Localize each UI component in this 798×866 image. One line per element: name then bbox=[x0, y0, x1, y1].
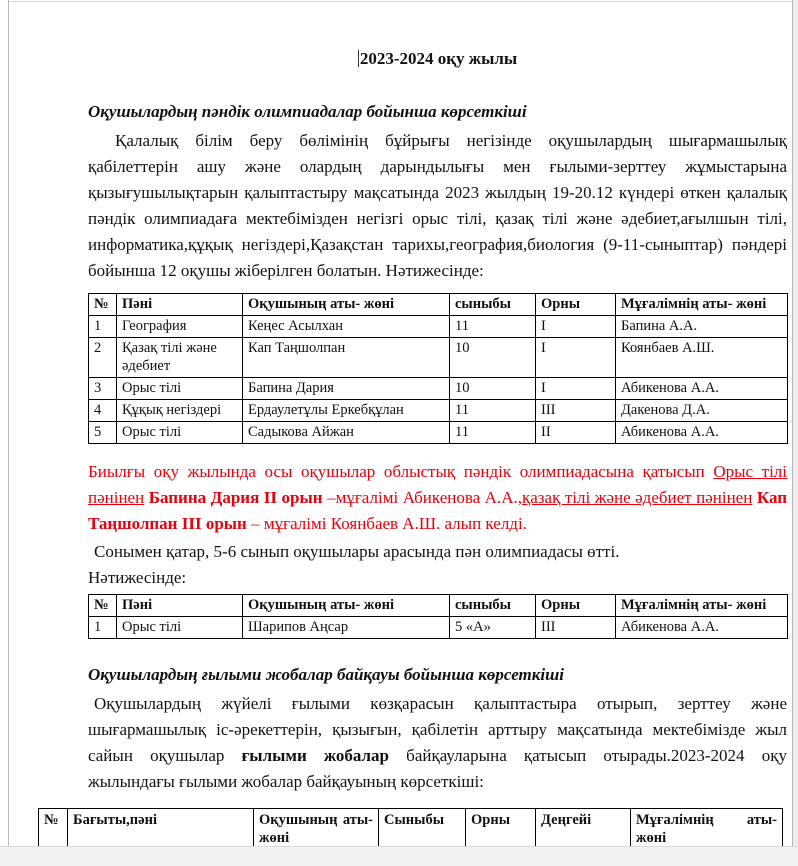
cell-teacher: Дакенова Д.А. bbox=[616, 400, 788, 422]
table-row bbox=[89, 400, 788, 422]
col-header-teacher: Мұғалімнің аты- жөні bbox=[616, 595, 788, 617]
col-header-number: № bbox=[89, 595, 117, 617]
cell-student: Ердаулетұлы Еркебқұлан bbox=[243, 400, 450, 422]
table-row bbox=[89, 316, 788, 338]
cell-teacher: Абикенова А.А. bbox=[616, 378, 788, 400]
table-row bbox=[89, 422, 788, 444]
cell-subject: Қазақ тілі және әдебиет bbox=[117, 338, 243, 378]
col-header-subject: Пәні bbox=[117, 595, 243, 617]
cell-place: III bbox=[536, 617, 616, 639]
cell-number: 3 bbox=[89, 378, 117, 400]
col-header-teacher: Мұғалімнің аты- жөні bbox=[616, 294, 788, 316]
col-header-student: Оқушының аты- жөні bbox=[243, 595, 450, 617]
table-row bbox=[89, 617, 788, 639]
page-border-right bbox=[792, 0, 793, 848]
document-content bbox=[88, 0, 787, 795]
cell-grade: 10 bbox=[450, 338, 536, 378]
cell-grade: 5 «А» bbox=[450, 617, 536, 639]
col-header-place: Орны bbox=[466, 809, 536, 854]
cell-teacher: Коянбаев А.Ш. bbox=[616, 338, 788, 378]
table-row bbox=[89, 338, 788, 378]
cell-number: 4 bbox=[89, 400, 117, 422]
cell-grade: 10 bbox=[450, 378, 536, 400]
col-header-number: № bbox=[39, 809, 68, 854]
cell-subject: Құқық негіздері bbox=[117, 400, 243, 422]
regional-olympiad-paragraph: Биылғы оқу жылында осы оқушылар облыстық пәндік олимпиадасына қатысып Орыс тілі пәнінен Бапина Дария II орын –мұғалімі Абикенова А.А.,қазақ тілі және әдебиет пәнінен Кап Таңшолпан III орын – мұғалімі Коянбаев А.Ш. алып келді. bbox=[88, 462, 788, 533]
col-header-place: Орны bbox=[536, 595, 616, 617]
table-header-row bbox=[89, 294, 788, 316]
junior-olympiad-table bbox=[88, 594, 788, 639]
cell-subject: Орыс тілі bbox=[117, 617, 243, 639]
followup-line1: Сонымен қатар, 5-6 сынып оқушылары арасында пән олимпиадасы өтті. bbox=[94, 542, 620, 561]
cell-grade: 11 bbox=[450, 422, 536, 444]
table-header-row bbox=[89, 595, 788, 617]
col-header-student: Оқушының аты-жөні bbox=[254, 809, 379, 854]
cell-number: 1 bbox=[89, 617, 117, 639]
cell-subject: Орыс тілі bbox=[117, 378, 243, 400]
cell-grade: 11 bbox=[450, 316, 536, 338]
col-header-grade: сыныбы bbox=[450, 595, 536, 617]
col-header-student: Оқушының аты- жөні bbox=[243, 294, 450, 316]
followup-line2: Нәтижесінде: bbox=[88, 568, 187, 587]
cell-teacher: Абикенова А.А. bbox=[616, 617, 788, 639]
document-title bbox=[88, 48, 787, 70]
col-header-level: Деңгейі bbox=[536, 809, 631, 854]
section2-heading: Оқушылардың ғылыми жобалар байқауы бойынша көрсеткіші bbox=[88, 665, 564, 684]
cell-student: Кеңес Асылхан bbox=[243, 316, 450, 338]
cell-place: II bbox=[536, 422, 616, 444]
col-header-number: № bbox=[89, 294, 117, 316]
col-header-direction: Бағыты,пәні bbox=[68, 809, 254, 854]
cell-teacher: Абикенова А.А. bbox=[616, 422, 788, 444]
col-header-grade: сыныбы bbox=[450, 294, 536, 316]
document-title-text: 2023-2024 оқу жылы bbox=[359, 49, 518, 68]
col-header-teacher: Мұғалімнің аты-жөні bbox=[631, 809, 783, 854]
cell-teacher: Бапина А.А. bbox=[616, 316, 788, 338]
cell-place: I bbox=[536, 316, 616, 338]
col-header-subject: Пәні bbox=[117, 294, 243, 316]
text-cursor bbox=[358, 50, 359, 67]
cell-place: III bbox=[536, 400, 616, 422]
table-row bbox=[89, 378, 788, 400]
cell-number: 5 bbox=[89, 422, 117, 444]
page-border-left bbox=[8, 0, 9, 848]
cell-subject: Орыс тілі bbox=[117, 422, 243, 444]
cell-student: Кап Таңшолпан bbox=[243, 338, 450, 378]
cell-subject: География bbox=[117, 316, 243, 338]
col-header-place: Орны bbox=[536, 294, 616, 316]
section1-heading: Оқушылардың пәндік олимпиадалар бойынша көрсеткіші bbox=[88, 102, 527, 121]
cell-place: I bbox=[536, 378, 616, 400]
col-header-grade: Сыныбы bbox=[379, 809, 466, 854]
page-right-gutter bbox=[793, 0, 798, 848]
section2-paragraph: Оқушылардың жүйелі ғылыми көзқарасын қалыптастыра отырып, зерттеу және шығармашылық іс-әрекеттерін, қызығын, қабілетін арттыру мақсатында мектебімізде жыл сайын оқушылар ғылыми жобалар байқауларына қатысып отырады.2023-2024 оқу жылындағы ғылыми жобалар байқауының көрсеткіші: bbox=[88, 694, 787, 791]
cell-number: 2 bbox=[89, 338, 117, 378]
olympiad-results-table bbox=[88, 293, 788, 444]
cell-grade: 11 bbox=[450, 400, 536, 422]
page-bottom-gutter bbox=[0, 846, 798, 866]
cell-number: 1 bbox=[89, 316, 117, 338]
cell-student: Шарипов Аңсар bbox=[243, 617, 450, 639]
cell-student: Бапина Дария bbox=[243, 378, 450, 400]
cell-place: I bbox=[536, 338, 616, 378]
cell-student: Садыкова Айжан bbox=[243, 422, 450, 444]
section1-paragraph: Қалалық білім беру бөлімінің бұйрығы негізінде оқушылардың шығармашылық қабілеттерін ашу және олардың дарындылығы мен ғылыми-зерттеу жұмыстарына қызығушылықтарын қалыптастыру мақсатында 2023 жылдың 19-20.12 күндері өткен қалалық пәндік олимпиадаға мектебімізден негізгі орыс тілі, қазақ тілі және әдебиет,ағылшын тілі, информатика,құқық негіздері,Қазақстан тарихы,география,биология (9-11-сыныптар) пәндері бойынша 12 оқушы жіберілген болатын. Нәтижесінде: bbox=[88, 131, 787, 280]
